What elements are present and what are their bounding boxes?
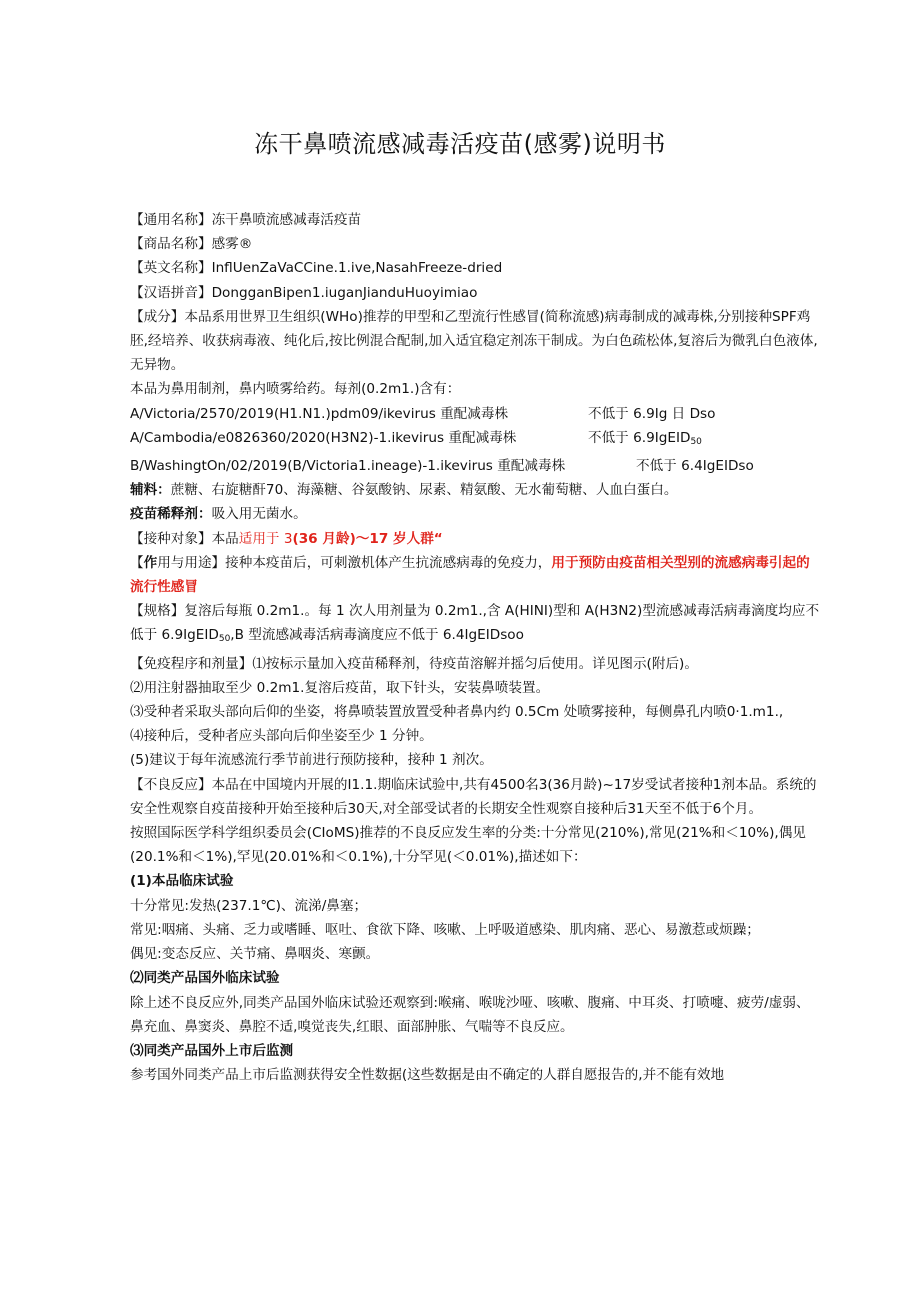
schedule-step: ⑶受种者采取头部向后仰的坐姿，将鼻喷装置放置受种者鼻内约 0.5Cm 处喷雾接种，每侧鼻孔内喷0·1.m1., [130,704,784,721]
postmarket-paragraph: 参考国外同类产品上市后监测获得安全性数据(这些数据是由不确定的人群自愿报告的,并不能有效地 [130,1067,725,1084]
spec-label: 【规格】 [130,603,185,620]
usage-paragraph [130,551,820,599]
uncommon-line: 偶见:变态反应、关节痛、鼻咽炎、寒颤。 [130,946,380,963]
excipients-value: 蔗糖、右旋糖酐70、海藻糖、谷氨酸钠、尿素、精氨酸、无水葡萄糖、人血白蛋白。 [170,482,678,499]
section-heading: ⑵同类产品国外临床试验 [130,970,280,987]
generic-name-value: 冻干鼻喷流感减毒活疫苗 [211,212,362,228]
strain-content: 不低于 6.4IgEIDso [636,458,754,475]
adverse-label: 【不良反应】 [130,776,212,793]
strain-row [130,454,820,478]
spec-text2: ,B 型流感减毒活病毒滴度应不低于 6.4IgEIDsoo [230,627,524,644]
excipients-label: 辅料： [130,482,171,499]
page-title: 冻干鼻喷流感减毒活疫苗(感雾)说明书 [254,130,666,158]
foreign-trial-paragraph: 除上述不良反应外,同类产品国外临床试验还观察到:喉痛、喉咙沙哑、咳嗽、腹痛、中耳炎、打喷嚏、疲劳/虚弱、鼻充血、鼻窦炎、鼻腔不适,嗅觉丧失,红眼、面部肿胀、气喘等不良反应。 [130,994,810,1035]
schedule-step: ⑴按标示量加入疫苗稀释剂，待疫苗溶解并摇匀后使用。详见图示(附后)。 [252,655,698,672]
composition-paragraph [130,305,820,378]
strain-name: A∕Victoria∕2570∕2019(H1.N1.)pdm09∕ikevirus 重配减毒株 [130,405,509,422]
section-heading: ⑶同类产品国外上市后监测 [130,1042,294,1059]
composition-label: 【成分】 [130,308,185,325]
usage-text: 接种本疫苗后，可刺激机体产生抗流感病毒的免疫力， [225,554,552,571]
strain-name: A∕Cambodia∕e0826360∕2020(H3N2)-1.ikevirus 重配减毒株 [130,429,517,446]
usage-label-bold: 作 [143,554,158,571]
schedule-step: ⑷接种后，受种者应头部向后仰坐姿至少 1 分钟。 [130,728,433,745]
document-body [130,208,820,1087]
trade-name-value: 感雾® [211,236,253,253]
target-label: 【接种对象】 [130,530,212,547]
schedule-row [130,652,820,676]
trade-name-row [130,232,820,256]
trade-name-label: 【商品名称】 [130,236,212,253]
pinyin-row [130,281,820,305]
usage-label-rest: 用与用途】 [157,554,226,571]
section-heading: (1)本品临床试验 [130,873,234,890]
pinyin-label: 【汉语拼音】 [130,284,212,301]
strain-content: 不低于 6.9Ig 日 Dso [588,405,716,422]
dose-intro: 本品为鼻用制剂，鼻内喷雾给药。每剂(0.2m1.)含有： [130,381,461,398]
cioms-paragraph: 按照国际医学科学组织委员会(CIoMS)推荐的不良反应发生率的分类:十分常见(210%),常见(21%和＜10%),偶见(20.1%和＜1%),罕见(20.01%和＜0.1%),十分罕见(＜0.01%),描述如下： [130,825,806,866]
target-row [130,527,820,551]
english-name-label: 【英文名称】 [130,260,212,277]
target-red-bold: (36 月龄)～17 岁人群“ [292,530,443,547]
excipients-row [130,478,820,502]
spec-sub: 50 [218,634,231,645]
pinyin-value: DongganBipen1.iuganJianduHuoyimiao [211,284,478,301]
generic-name-label: 【通用名称】 [130,212,212,228]
strain-content-text: 不低于 6.9IgEID [588,429,691,446]
diluent-label: 疫苗稀释剂： [130,506,212,523]
spec-paragraph [130,599,820,651]
strain-row [130,402,820,426]
strain-content-sub: 50 [690,436,702,447]
very-common-line: 十分常见:发热(237.1℃)、流涕/鼻塞； [130,897,368,914]
target-pre: 本品 [211,530,239,547]
strain-name: B/WashingtOn∕02∕2019(B∕Victoria1.ineage)-1.ikevirus 重配减毒株 [130,458,566,475]
english-name-row [130,256,820,280]
diluent-value: 吸入用无菌水。 [211,506,307,523]
diluent-row [130,502,820,526]
adverse-paragraph [130,773,820,821]
composition-text: 本品系用世界卫生组织(WHo)推荐的甲型和乙型流行性感冒(简称流感)病毒制成的减毒株,分别接种SPF鸡胚,经培养、收获病毒液、纯化后,按比例混合配制,加入适宜稳定剂冻干制成。为白色疏松体,复溶后为微乳白色液体,无异物。 [130,308,818,374]
usage-label-l: 【 [130,554,144,571]
adverse-intro: 本品在中国境内开展的I1.1.期临床试验中,共有4500名3(36月龄)~17岁受试者接种1剂本品。系统的安全性观察自疫苗接种开始至接种后30天,对全部受试者的长期安全性观察自接种后31天至不低于6个月。 [130,776,817,817]
common-line: 常见:咽痛、头痛、乏力或嗜睡、呕吐、食欲下降、咳嗽、上呼吸道感染、肌肉痛、恶心、易激惹或烦躁； [130,921,760,938]
target-red: 适用于 3 [238,530,293,547]
strain-content [588,426,702,454]
english-name-value: InflUenZaVaCCine.1.ive,NasahFreeze-dried [211,260,503,277]
schedule-step: ⑵用注射器抽取至少 0.2m1.复溶后疫苗，取下针头，安装鼻喷装置。 [130,679,550,696]
generic-name-row [130,208,820,232]
spec-text1: 复溶后每瓶 0.2m1.。每 1 次人用剂量为 0.2m1.,含 A(HINI)型和 A(H3N2)型流感减毒活病毒滴度均应不低于 6.9IgEID [130,603,820,644]
schedule-step: (5)建议于每年流感流行季节前进行预防接种，接种 1 剂次。 [130,752,493,769]
strain-row [130,426,820,454]
usage-red-text: 用于预防由疫苗相关型别的流感病毒引起的流行性感冒 [130,554,810,596]
schedule-label: 【免疫程序和剂量】 [130,655,253,672]
